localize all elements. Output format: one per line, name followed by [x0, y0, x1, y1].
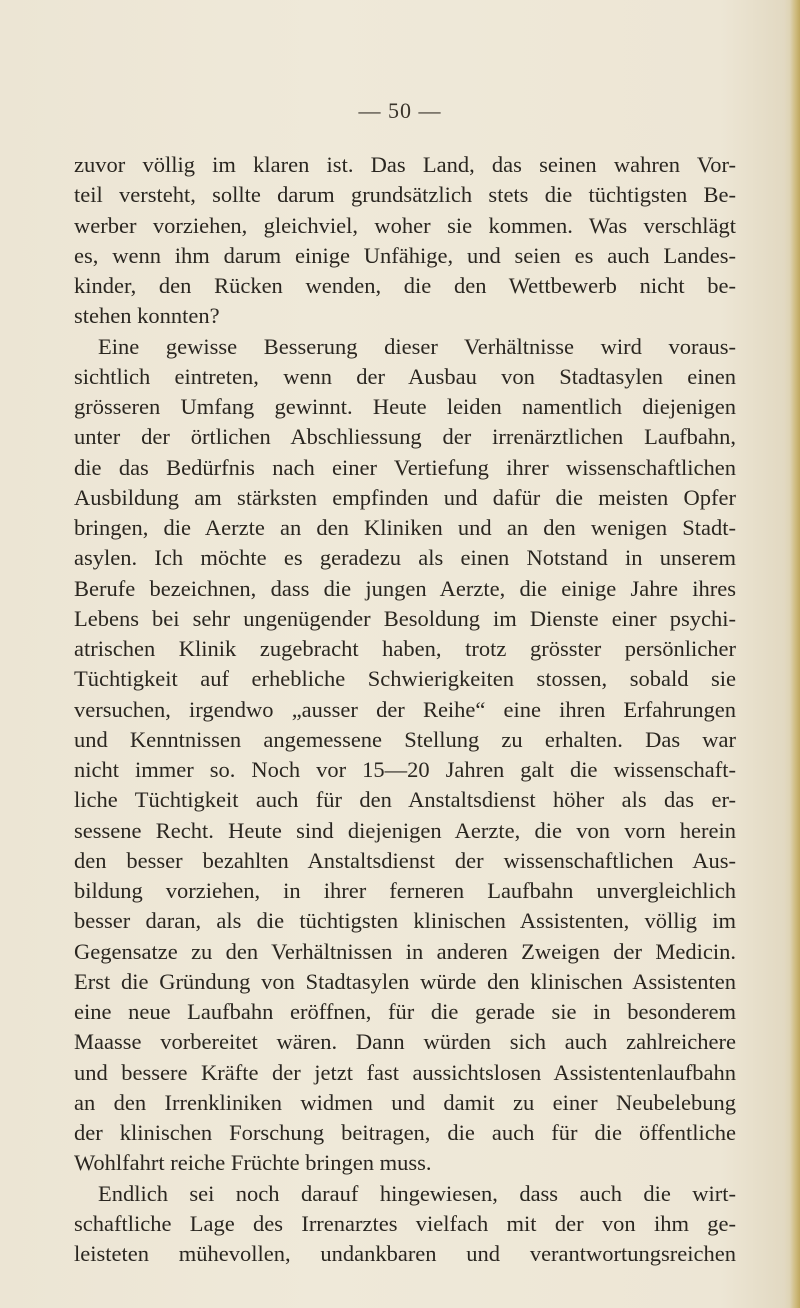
text-line: stehen konnten? — [74, 303, 220, 329]
page-edge — [790, 0, 800, 1308]
text-line: sessene Recht. Heute sind diejenigen Aerzte, die von vorn herein — [74, 817, 736, 843]
text-line: asylen. Ich möchte es geradezu als einen Notstand in unserem — [74, 545, 736, 571]
text-line: Gegensatze zu den Verhältnissen in anderen Zweigen der Medicin. — [74, 938, 736, 964]
text-line: und bessere Kräfte der jetzt fast aussichtslosen Assistentenlaufbahn — [74, 1059, 736, 1085]
text-line: Eine gewisse Besserung dieser Verhältnisse wird voraus- — [98, 333, 736, 359]
text-line: werber vorziehen, gleichviel, woher sie kommen. Was verschlägt — [74, 212, 736, 238]
text-line: besser daran, als die tüchtigsten klinischen Assistenten, völlig im — [74, 908, 736, 934]
text-line: und Kenntnissen angemessene Stellung zu erhalten. Das war — [74, 726, 736, 752]
page-number: — 50 — — [358, 98, 442, 123]
text-line: eine neue Laufbahn eröffnen, für die gerade sie in besonderem — [74, 999, 736, 1024]
text-line: Endlich sei noch darauf hingewiesen, dass auch die wirt- — [98, 1180, 736, 1206]
text-line: an den Irrenkliniken widmen und damit zu einer Neubelebung — [74, 1089, 736, 1115]
text-line: unter der örtlichen Abschliessung der irrenärztlichen Laufbahn, — [74, 424, 736, 450]
text-line: sichtlich eintreten, wenn der Ausbau von Stadtasylen einen — [74, 363, 736, 389]
text-line: Wohlfahrt reiche Früchte bringen muss. — [74, 1150, 432, 1176]
text-line: die das Bedürfnis nach einer Vertiefung ihrer wissenschaftlichen — [74, 454, 736, 480]
text-line: es, wenn ihm darum einige Unfähige, und seien es auch Landes- — [74, 242, 736, 268]
text-line: kinder, den Rücken wenden, die den Wettbewerb nicht be- — [74, 273, 736, 298]
text-line: Tüchtigkeit auf erhebliche Schwierigkeiten stossen, sobald sie — [74, 666, 736, 692]
body-text — [74, 150, 736, 1269]
text-line: grösseren Umfang gewinnt. Heute leiden namentlich diejenigen — [74, 394, 736, 419]
text-line: Erst die Gründung von Stadtasylen würde den klinischen Assistenten — [74, 968, 736, 994]
text-line: versuchen, irgendwo „ausser der Reihe“ eine ihren Erfahrungen — [74, 696, 736, 722]
text-line: schaftliche Lage des Irrenarztes vielfach mit der von ihm ge- — [74, 1210, 736, 1236]
text-line: bringen, die Aerzte an den Kliniken und an den wenigen Stadt- — [74, 515, 736, 540]
text-line: den besser bezahlten Anstaltsdienst der wissenschaftlichen Aus- — [74, 847, 736, 873]
text-line: bildung vorziehen, in ihrer ferneren Laufbahn unvergleichlich — [74, 878, 736, 903]
text-line: nicht immer so. Noch vor 15—20 Jahren galt die wissenschaft- — [74, 757, 736, 782]
text-line: zuvor völlig im klaren ist. Das Land, das seinen wahren Vor- — [74, 152, 736, 177]
text-line: Maasse vorbereitet wären. Dann würden sich auch zahlreichere — [74, 1029, 736, 1055]
text-line: liche Tüchtigkeit auch für den Anstaltsdienst höher als das er- — [74, 787, 736, 813]
text-line: Lebens bei sehr ungenügender Besoldung im Dienste einer psychi- — [74, 605, 736, 631]
text-line: der klinischen Forschung beitragen, die auch für die öffentliche — [74, 1120, 736, 1145]
text-line: teil versteht, sollte darum grundsätzlich stets die tüchtigsten Be- — [74, 182, 736, 208]
text-line: Ausbildung am stärksten empfinden und dafür die meisten Opfer — [74, 484, 736, 510]
text-line: atrischen Klinik zugebracht haben, trotz grösster persönlicher — [74, 636, 736, 661]
text-line: Berufe bezeichnen, dass die jungen Aerzte, die einige Jahre ihres — [74, 575, 736, 601]
text-line: leisteten mühevollen, undankbaren und verantwortungsreichen — [74, 1241, 736, 1266]
